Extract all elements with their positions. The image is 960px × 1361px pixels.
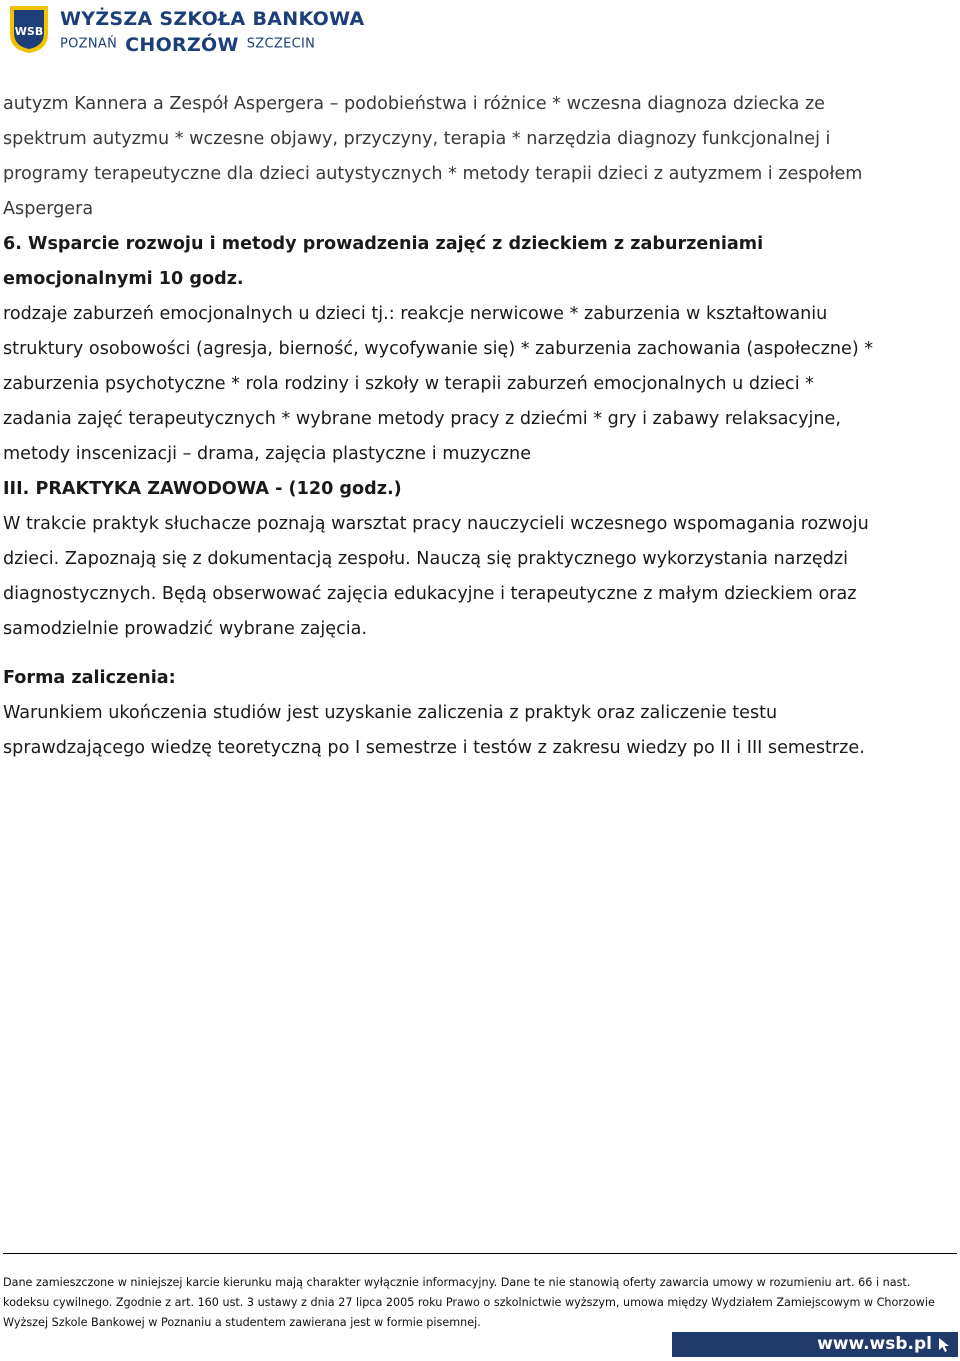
section-heading: emocjonalnymi 10 godz.: [3, 269, 244, 289]
text-line: dzieci. Zapoznają się z dokumentacją zespołu. Nauczą się praktycznego wykorzystania narzędzi: [3, 549, 849, 569]
city-chorzow: CHORZÓW: [125, 33, 239, 56]
footer: [3, 1253, 957, 1354]
wsb-logo-badge: [8, 4, 50, 54]
section-heading: Forma zaliczenia:: [3, 668, 176, 688]
text-line: zadania zajęć terapeutycznych * wybrane metody pracy z dziećmi * gry i zabawy relaksacyjne,: [3, 409, 841, 429]
website-url: www.wsb.pl: [817, 1334, 932, 1354]
footer-line: kodeksu cywilnego. Zgodnie z art. 160 ust. 3 ustawy z dnia 27 lipca 2005 roku Prawo o szkolnictwie wyższym, umowa między Wydziałem Zamiejscowym w Chorzowie: [3, 1296, 935, 1309]
text-line: Warunkiem ukończenia studiów jest uzyskanie zaliczenia z praktyk oraz zaliczenie testu: [3, 703, 778, 723]
text-line: struktury osobowości (agresja, bierność, wycofywanie się) * zaburzenia zachowania (aspołeczne) *: [3, 339, 874, 359]
header: [8, 4, 408, 56]
text-line: rodzaje zaburzeń emocjonalnych u dzieci tj.: reakcje nerwicowe * zaburzenia w kształtowaniu: [3, 304, 828, 324]
document-body: [3, 87, 957, 766]
brand: [60, 7, 365, 56]
cursor-arrow-icon: [938, 1337, 952, 1353]
text-line: metody inscenizacji – drama, zajęcia plastyczne i muzyczne: [3, 444, 532, 464]
text-line: diagnostycznych. Będą obserwować zajęcia edukacyjne i terapeutyczne z małym dzieckiem oraz: [3, 584, 857, 604]
footer-divider: [3, 1253, 957, 1254]
text-line: W trakcie praktyk słuchacze poznają warsztat pracy nauczycieli wczesnego wspomagania rozwoju: [3, 514, 869, 534]
text-line: Aspergera: [3, 199, 94, 219]
website-link[interactable]: [672, 1332, 958, 1357]
text-line: samodzielnie prowadzić wybrane zajęcia.: [3, 619, 368, 639]
city-szczecin: SZCZECIN: [246, 36, 316, 52]
text-line: autyzm Kannera a Zespół Aspergera – podobieństwa i różnice * wczesna diagnoza dziecka ze: [3, 94, 826, 114]
city-poznan: POZNAŃ: [60, 36, 118, 52]
logo-text: WSB: [14, 25, 44, 38]
section-heading: 6. Wsparcie rozwoju i metody prowadzenia zajęć z dzieckiem z zaburzeniami: [3, 234, 764, 254]
text-line: programy terapeutyczne dla dzieci autystycznych * metody terapii dzieci z autyzmem i zespołem: [3, 164, 863, 184]
section-heading: III. PRAKTYKA ZAWODOWA - (120 godz.): [3, 479, 402, 499]
text-line: zaburzenia psychotyczne * rola rodziny i szkoły w terapii zaburzeń emocjonalnych u dzieci *: [3, 374, 814, 394]
text-line: spektrum autyzmu * wczesne objawy, przyczyny, terapia * narzędzia diagnozy funkcjonalnej i: [3, 129, 831, 149]
brand-name: WYŻSZA SZKOŁA BANKOWA: [60, 8, 365, 30]
footer-line: Dane zamieszczone w niniejszej karcie kierunku mają charakter wyłącznie informacyjny. Dane te nie stanowią oferty zawarcia umowy w rozumieniu art. 66 i nast.: [3, 1276, 911, 1289]
footer-line: Wyższej Szkole Bankowej w Poznaniu a studentem zawierana jest w formie pisemnej.: [3, 1316, 481, 1329]
footer-disclaimer: [3, 1273, 957, 1333]
text-line: sprawdzającego wiedzę teoretyczną po I semestrze i testów z zakresu wiedzy po II i III semestrze.: [3, 738, 865, 758]
brand-cities: [60, 33, 365, 56]
